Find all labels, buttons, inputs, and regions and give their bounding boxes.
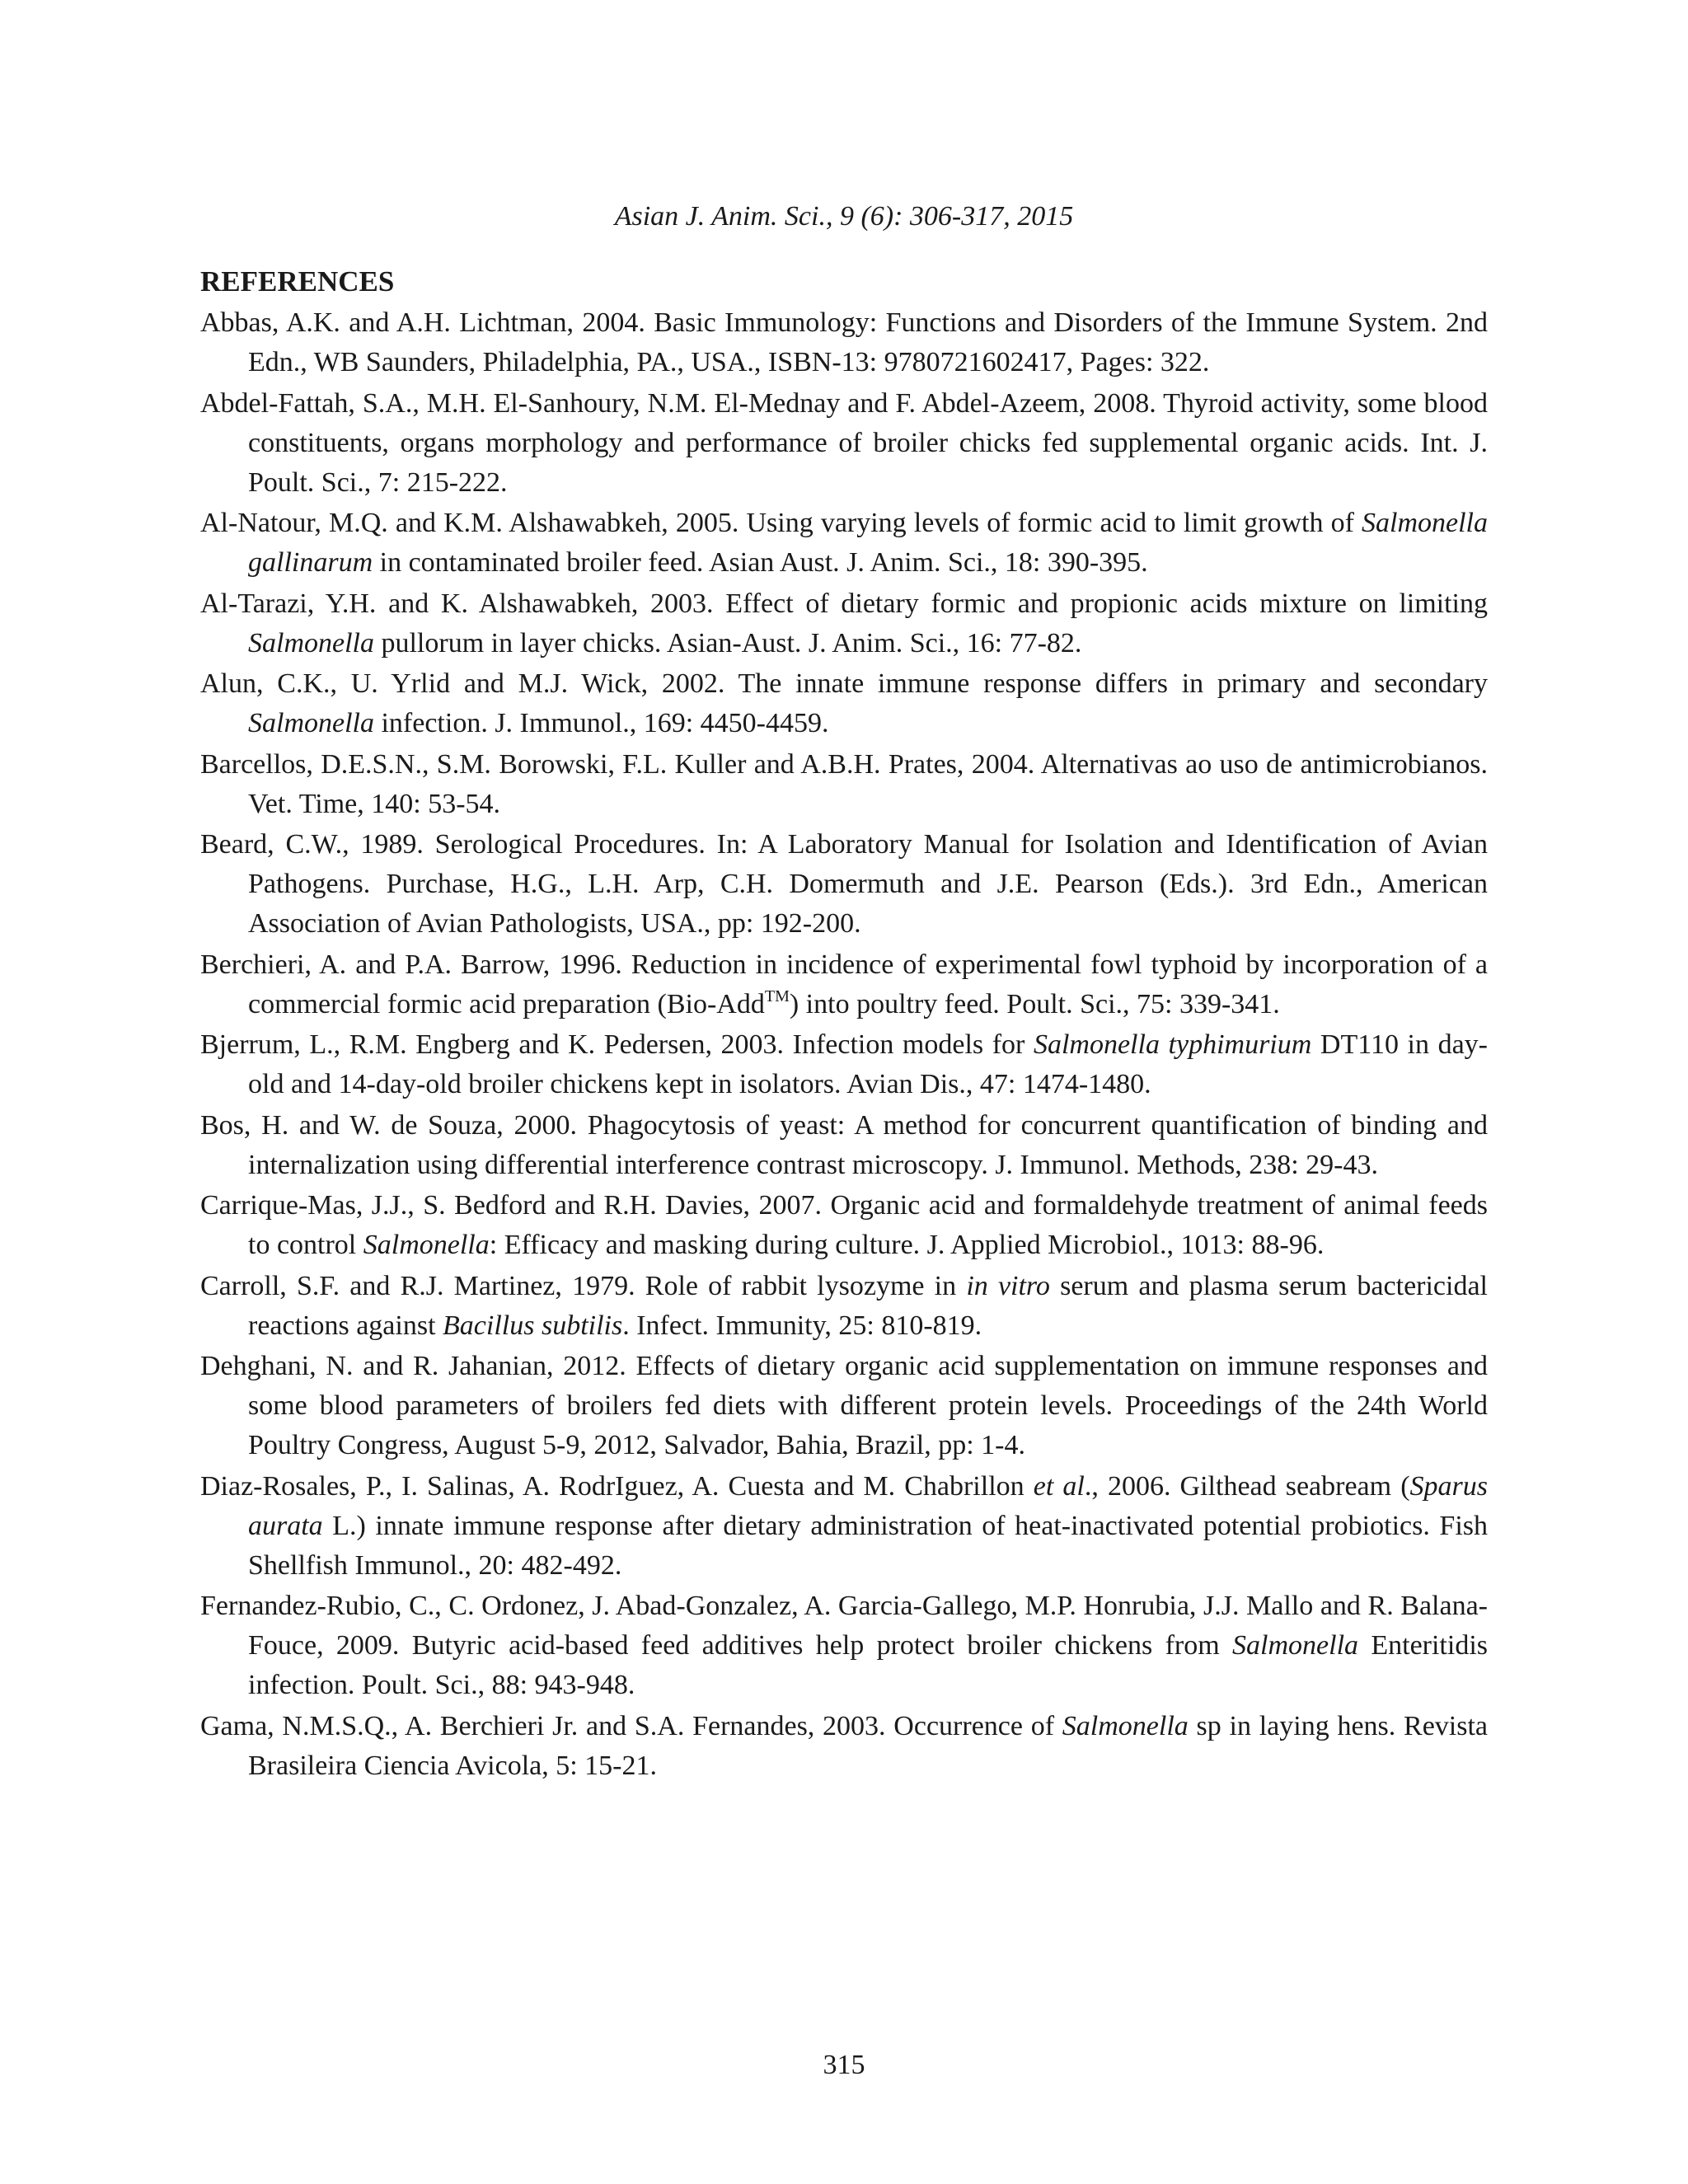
reference-text: Bjerrum, L., R.M. Engberg and K. Pedersen, 2003. Infection models for (200, 1029, 1034, 1060)
italic-term: in vitro (966, 1270, 1050, 1301)
reference-text: Al-Tarazi, Y.H. and K. Alshawabkeh, 2003. Effect of dietary formic and propionic acids mixture on limiting (200, 588, 1488, 619)
reference-text: Abdel-Fattah, S.A., M.H. El-Sanhoury, N.M. El-Mednay and F. Abdel-Azeem, 2008. Thyroid activity, some blood constituents, organs morphology and performance of broiler chicks fed supplemental organic acids. Int. J. Poult. Sci., 7: 215-222. (200, 387, 1488, 498)
reference-text: Beard, C.W., 1989. Serological Procedures. In: A Laboratory Manual for Isolation and Identification of Avian Pathogens. Purchase, H.G., L.H. Arp, C.H. Domermuth and J.E. Pearson (Eds.). 3rd Edn., American Association of Avian Pathologists, USA., pp: 192-200. (200, 829, 1488, 939)
italic-term: Bacillus subtilis (443, 1310, 623, 1341)
reference-entry (200, 1467, 1488, 1586)
reference-text: Barcellos, D.E.S.N., S.M. Borowski, F.L. Kuller and A.B.H. Prates, 2004. Alternativas ao uso de antimicrobianos. Vet. Time, 140: 53-54. (200, 748, 1488, 819)
section-heading: REFERENCES (200, 265, 395, 298)
italic-term: Salmonella (1062, 1710, 1189, 1741)
reference-text: Carroll, S.F. and R.J. Martinez, 1979. Role of rabbit lysozyme in (200, 1270, 967, 1301)
reference-entry (200, 1586, 1488, 1705)
reference-entry (200, 745, 1488, 824)
reference-text: infection. J. Immunol., 169: 4450-4459. (373, 708, 829, 738)
reference-text: Al-Natour, M.Q. and K.M. Alshawabkeh, 2005. Using varying levels of formic acid to limit growth of (200, 508, 1362, 538)
reference-entry (200, 664, 1488, 743)
italic-term: Salmonella (1232, 1630, 1359, 1661)
running-header: Asian J. Anim. Sci., 9 (6): 306-317, 2015 (614, 201, 1074, 232)
reference-text: pullorum in layer chicks. Asian-Aust. J. Anim. Sci., 16: 77-82. (373, 627, 1082, 658)
reference-text: DT110 in day-old and 14-day-old broiler chickens kept in isolators. Avian Dis., 47: 1474-1480. (248, 1029, 1488, 1099)
reference-text: ., 2006. Gilthead seabream ( (1084, 1470, 1410, 1502)
reference-text: in contaminated broiler feed. Asian Aust. J. Anim. Sci., 18: 390-395. (373, 547, 1148, 578)
reference-text: Gama, N.M.S.Q., A. Berchieri Jr. and S.A. Fernandes, 2003. Occurrence of (200, 1710, 1062, 1741)
reference-text: Bos, H. and W. de Souza, 2000. Phagocytosis of yeast: A method for concurrent quantification of binding and internalization using differential interference contrast microscopy. J. Immunol. Methods, 238: 29-43. (200, 1109, 1488, 1180)
italic-term: Salmonella (248, 708, 374, 738)
reference-entry (200, 584, 1488, 663)
reference-entry (200, 1186, 1488, 1265)
reference-text: L.) innate immune response after dietary administration of heat-inactivated potential probiotics. Fish Shellfish Immunol., 20: 482-492. (248, 1510, 1488, 1581)
reference-text: Dehghani, N. and R. Jahanian, 2012. Effects of dietary organic acid supplementation on immune responses and some blood parameters of broilers fed diets with different protein levels. Proceedings of the 24th World Poultry Congress, August 5-9, 2012, Salvador, Bahia, Brazil, pp: 1-4. (200, 1351, 1488, 1460)
reference-text: Enteritidis infection. Poult. Sci., 88: 943-948. (248, 1630, 1488, 1700)
reference-text: : Efficacy and masking during culture. J. Applied Microbiol., 1013: 88-96. (489, 1230, 1325, 1260)
reference-text: Fernandez-Rubio, C., C. Ordonez, J. Abad-Gonzalez, A. Garcia-Gallego, M.P. Honrubia, J.J. Mallo and R. Balana-Fouce, 2009. Butyric acid-based feed additives help protect broiler chickens from (200, 1591, 1488, 1661)
reference-entry (200, 1347, 1488, 1465)
reference-text: Alun, C.K., U. Yrlid and M.J. Wick, 2002. The innate immune response differs in primary and secondary (200, 668, 1488, 699)
reference-text: Diaz-Rosales, P., I. Salinas, A. RodrIguez, A. Cuesta and M. Chabrillon (200, 1470, 1034, 1502)
reference-list (200, 303, 1488, 1786)
references-section (200, 262, 1488, 1787)
reference-entry (200, 384, 1488, 503)
reference-entry (200, 1267, 1488, 1346)
italic-term: Salmonella typhimurium (1033, 1029, 1312, 1060)
reference-text: Carrique-Mas, J.J., S. Bedford and R.H. Davies, 2007. Organic acid and formaldehyde treatment of animal feeds to control (200, 1190, 1488, 1260)
reference-text: serum and plasma serum bactericidal reactions against (248, 1270, 1488, 1341)
italic-term: Salmonella (363, 1230, 490, 1260)
reference-entry (200, 1106, 1488, 1185)
reference-text: sp in laying hens. Revista Brasileira Ciencia Avicola, 5: 15-21. (248, 1710, 1488, 1781)
reference-text: Berchieri, A. and P.A. Barrow, 1996. Reduction in incidence of experimental fowl typhoid by incorporation of a commercial formic acid preparation (Bio-Add (200, 949, 1488, 1019)
italic-term: Sparus aurata (248, 1470, 1488, 1541)
italic-term: et al (1033, 1470, 1085, 1502)
reference-text: Abbas, A.K. and A.H. Lichtman, 2004. Basic Immunology: Functions and Disorders of the Immune System. 2nd Edn., WB Saunders, Philadelphia, PA., USA., ISBN-13: 9780721602417, Pages: 322. (200, 307, 1488, 377)
reference-entry (200, 945, 1488, 1024)
reference-entry (200, 504, 1488, 583)
italic-term: Salmonella gallinarum (248, 508, 1488, 578)
trademark-superscript: TM (764, 987, 790, 1005)
reference-text: . Infect. Immunity, 25: 810-819. (622, 1310, 982, 1341)
reference-entry (200, 1025, 1488, 1104)
reference-entry (200, 825, 1488, 944)
reference-text: ) into poultry feed. Poult. Sci., 75: 339-341. (789, 988, 1280, 1019)
italic-term: Salmonella (248, 627, 374, 658)
page-number: 315 (823, 2050, 865, 2080)
reference-entry (200, 1707, 1488, 1786)
reference-entry (200, 303, 1488, 382)
